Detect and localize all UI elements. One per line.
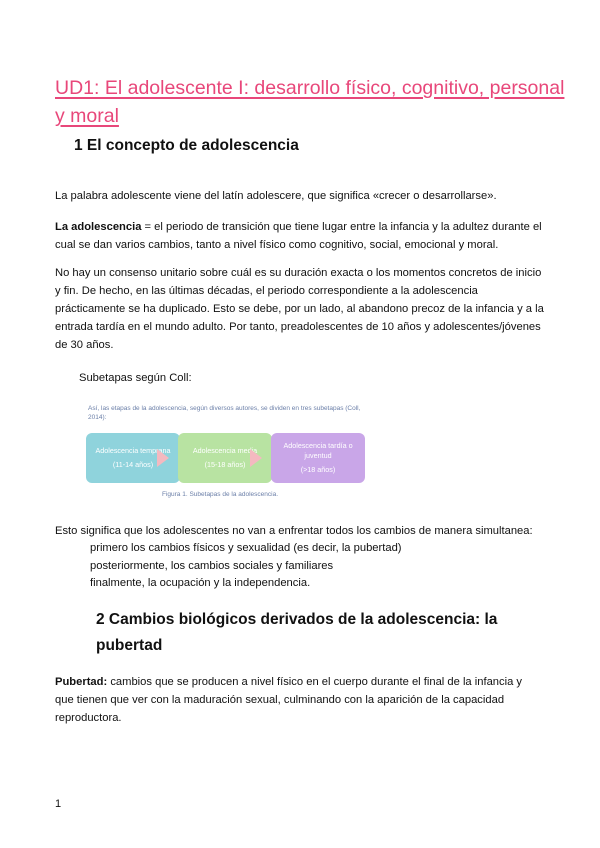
- subetapas-label: Subetapas según Coll:: [79, 372, 192, 384]
- stage-name: Adolescencia temprana: [95, 446, 171, 455]
- list-item: primero los cambios físicos y sexualidad (es decir, la pubertad): [90, 542, 402, 554]
- pubertad-text: cambios que se producen a nivel físico en el cuerpo durante el final de la infancia y que tienen que ver con la maduración sexual, culminando con la aparición de la capacidad reproductora.: [55, 676, 523, 724]
- figure-caption-top: Así, las etapas de la adolescencia, según diversos autores, se dividen en tres subetapas (Coll, 2014):: [88, 405, 361, 421]
- arrow-right-icon: [157, 449, 169, 467]
- term-pubertad: Pubertad:: [55, 676, 108, 688]
- paragraph-duration: No hay un consenso unitario sobre cuál es su duración exacta o los momentos concretos de inicio y fin. De hecho, en las últimas décadas, el periodo correspondiente a la adolescencia prácticamente se ha duplicado. Esto se debe, por un lado, al abandono precoz de la infancia y a la entrada tardía en el mundo adulto. Por tanto, preadolescentes de 10 años y adolescentes/jóvenes de 30 años.: [55, 267, 544, 351]
- term-adolescencia: La adolescencia: [55, 221, 142, 233]
- list-item: finalmente, la ocupación y la independencia.: [90, 577, 311, 589]
- stage-range: (>18 años): [300, 465, 336, 474]
- list-item: posteriormente, los cambios sociales y familiares: [90, 560, 334, 572]
- stage-range: (15-18 años): [204, 460, 246, 469]
- stage-name: Adolescencia tardía o juventud: [283, 441, 353, 460]
- stage-box-tardia: [271, 433, 365, 483]
- paragraph-definition: [55, 218, 543, 254]
- figure-caption-bottom: Figura 1. Subetapas de la adolescencia.: [162, 491, 278, 498]
- document-title: UD1: El adolescente I: desarrollo físico, cognitivo, personal y moral: [55, 77, 565, 127]
- section1-heading: 1 El concepto de adolescencia: [74, 137, 299, 154]
- section2-heading: 2 Cambios biológicos derivados de la adolescencia: la pubertad: [96, 611, 498, 654]
- page-number: 1: [55, 798, 62, 810]
- stage-name: Adolescencia media: [192, 446, 258, 455]
- arrow-right-icon: [250, 449, 262, 467]
- paragraph-sequence: Esto significa que los adolescentes no van a enfrentar todos los cambios de manera simultanea:: [55, 525, 533, 537]
- stage-range: (11-14 años): [112, 460, 154, 469]
- paragraph-etymology: La palabra adolescente viene del latín adolescere, que significa «crecer o desarrollarse».: [55, 190, 497, 202]
- paragraph-pubertad: [55, 673, 543, 727]
- definition-text: = el periodo de transición que tiene lugar entre la infancia y la adultez durante el cual se dan varios cambios, tanto a nivel físico como cognitivo, social, emocional y moral.: [55, 221, 542, 251]
